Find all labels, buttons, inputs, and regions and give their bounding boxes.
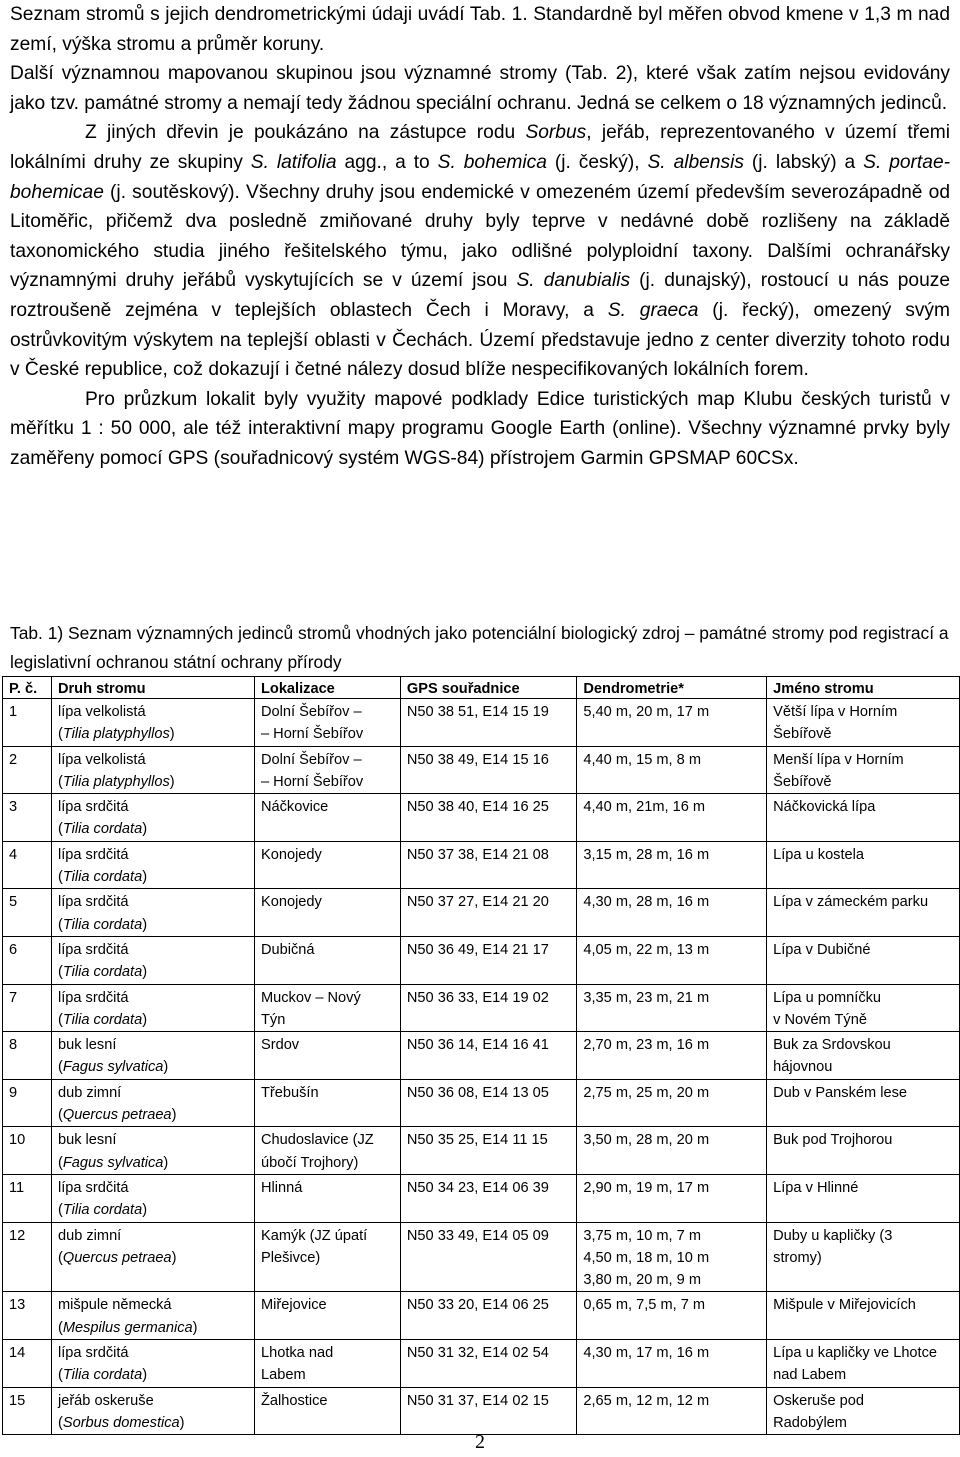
location-line: Náčkovice — [260, 799, 329, 816]
table-row — [3, 841, 960, 889]
species-latin-name: (Tilia cordata) — [57, 1011, 148, 1028]
cell-number: 11 — [3, 1174, 52, 1222]
cell-location — [254, 699, 400, 747]
location-line: Chudoslavice (JZ — [260, 1132, 374, 1149]
cell-tree-name — [767, 1032, 960, 1080]
table-row — [3, 1032, 960, 1080]
cell-gps: N50 35 25, E14 11 15 — [400, 1127, 577, 1175]
species-common-name: dub zimní — [57, 1227, 122, 1244]
cell-location — [254, 1292, 400, 1340]
cell-species — [51, 794, 254, 842]
table-row — [3, 1292, 960, 1340]
dendrometry-line: 2,70 m, 23 m, 16 m — [583, 1037, 710, 1054]
cell-gps: N50 36 49, E14 21 17 — [400, 936, 577, 984]
dendrometry-line: 4,30 m, 28 m, 16 m — [583, 894, 710, 911]
cell-number: 14 — [3, 1340, 52, 1388]
species-common-name: lípa srdčitá — [57, 1345, 129, 1362]
table-row — [3, 984, 960, 1032]
cell-gps: N50 37 38, E14 21 08 — [400, 841, 577, 889]
cell-species — [51, 1387, 254, 1435]
cell-dendrometry — [577, 1174, 767, 1222]
location-line: Týn — [260, 1011, 286, 1028]
paragraph-3: Z jiných dřevin je poukázáno na zástupce rodu Sorbus, jeřáb, reprezentovaného v území třemi lokálními druhy ze skupiny S. latifolia agg., a to S. bohemica (j. český), S. albensis (j. labský) a S. portae-bohemicae (j. soutěskový). Všechny druhy jsou endemické v omezeném území především severozápadně od Litoměřic, přičemž dva posledně zmiňované druhy byly teprve v nedávné době rozlišeny na základě taxonomického studia jiného řešitelského týmu, jako odlišné polyploidní taxony. Dalšími ochranářsky významnými druhy jeřábů vyskytujících se v území jsou S. danubialis (j. dunajský), rostoucí u nás pouze roztroušeně zejména v teplejších oblastech Čech i Moravy, a S. graeca (j. řecký), omezený svým ostrůvkovitým výskytem na teplejší oblasti v Čechách. Území představuje jedno z center diverzity tohoto rodu v České republice, což dokazují i četné nálezy dosud blíže nespecifikovaných lokálních forem. — [10, 122, 951, 381]
cell-gps: N50 36 33, E14 19 02 — [400, 984, 577, 1032]
cell-dendrometry — [577, 746, 767, 794]
table-row — [3, 1222, 960, 1292]
dendrometry-line: 2,90 m, 19 m, 17 m — [583, 1179, 710, 1196]
cell-gps: N50 33 20, E14 06 25 — [400, 1292, 577, 1340]
species-latin-name: (Tilia cordata) — [57, 916, 148, 933]
dendrometry-line: 4,40 m, 15 m, 8 m — [583, 751, 701, 768]
cell-gps: N50 38 51, E14 15 19 — [400, 699, 577, 747]
dendrometry-line: 4,05 m, 22 m, 13 m — [583, 941, 710, 958]
cell-location — [254, 1340, 400, 1388]
location-line: Dolní Šebířov – — [260, 751, 362, 768]
cell-tree-name — [767, 889, 960, 937]
cell-dendrometry — [577, 699, 767, 747]
cell-tree-name — [767, 1079, 960, 1127]
tree-name-line: Buk pod Trojhorou — [773, 1132, 893, 1149]
tree-name-line: hájovnou — [773, 1059, 833, 1076]
table-row — [3, 794, 960, 842]
cell-gps: N50 33 49, E14 05 09 — [400, 1222, 577, 1292]
cell-dendrometry — [577, 841, 767, 889]
species-latin-name: (Tilia cordata) — [57, 1367, 148, 1384]
cell-species — [51, 889, 254, 937]
cell-gps: N50 36 14, E14 16 41 — [400, 1032, 577, 1080]
cell-species — [51, 1079, 254, 1127]
table-row — [3, 699, 960, 747]
dendrometry-line: 5,40 m, 20 m, 17 m — [583, 704, 710, 720]
cell-species — [51, 1340, 254, 1388]
cell-location — [254, 984, 400, 1032]
cell-dendrometry — [577, 1387, 767, 1435]
species-common-name: buk lesní — [57, 1132, 117, 1149]
cell-location — [254, 1127, 400, 1175]
location-line: Hlinná — [260, 1179, 303, 1196]
dendrometry-line: 2,65 m, 12 m, 12 m — [583, 1392, 710, 1409]
cell-species — [51, 1222, 254, 1292]
cell-number: 3 — [3, 794, 52, 842]
cell-gps: N50 31 32, E14 02 54 — [400, 1340, 577, 1388]
cell-tree-name — [767, 699, 960, 747]
header-dendrometry: Dendrometrie* — [577, 677, 767, 699]
tree-name-line: Větší lípa v Horním — [773, 704, 898, 720]
location-line: Srdov — [260, 1037, 300, 1054]
tree-name-line: Dub v Panském lese — [773, 1084, 907, 1101]
table-header-row — [3, 677, 960, 699]
tree-name-line: Lípa v Hlinné — [773, 1179, 859, 1196]
cell-tree-name — [767, 984, 960, 1032]
cell-tree-name — [767, 841, 960, 889]
species-latin-name: (Sorbus domestica) — [57, 1414, 185, 1431]
dendrometry-line: 0,65 m, 7,5 m, 7 m — [583, 1297, 706, 1314]
cell-gps: N50 36 08, E14 13 05 — [400, 1079, 577, 1127]
tree-name-line: Šebířově — [773, 726, 832, 743]
location-line: – Horní Šebířov — [260, 726, 364, 743]
species-latin-name: (Tilia cordata) — [57, 964, 148, 981]
tree-name-line: Lípa u kostela — [773, 846, 865, 863]
cell-number: 13 — [3, 1292, 52, 1340]
dendrometry-line: 3,35 m, 23 m, 21 m — [583, 989, 710, 1006]
cell-species — [51, 841, 254, 889]
species-latin-name: (Quercus petraea) — [57, 1107, 177, 1124]
species-common-name: dub zimní — [57, 1084, 122, 1101]
cell-tree-name — [767, 1387, 960, 1435]
table-row — [3, 1079, 960, 1127]
tree-name-line: v Novém Týně — [773, 1011, 867, 1028]
cell-location — [254, 1387, 400, 1435]
dendrometry-line: 4,30 m, 17 m, 16 m — [583, 1345, 710, 1362]
species-latin-name: (Tilia cordata) — [57, 821, 148, 838]
species-latin-name: (Tilia cordata) — [57, 869, 148, 886]
location-line: Konojedy — [260, 846, 322, 863]
paragraph-1: Seznam stromů s jejich dendrometrickými údaji uvádí Tab. 1. Standardně byl měřen obvod kmene v 1,3 m nad zemí, výška stromu a průměr koruny. — [10, 4, 950, 55]
tree-name-line: Mišpule v Miřejovicích — [773, 1297, 916, 1314]
cell-tree-name — [767, 1127, 960, 1175]
location-line: Třebušín — [260, 1084, 319, 1101]
cell-gps: N50 34 23, E14 06 39 — [400, 1174, 577, 1222]
table-body — [3, 699, 960, 1435]
cell-location — [254, 794, 400, 842]
header-gps: GPS souřadnice — [400, 677, 577, 699]
tree-name-line: Oskeruše pod — [773, 1392, 864, 1409]
species-common-name: mišpule německá — [57, 1297, 172, 1314]
cell-dendrometry — [577, 936, 767, 984]
dendrometry-line: 3,15 m, 28 m, 16 m — [583, 846, 710, 863]
location-line: Labem — [260, 1367, 306, 1384]
cell-species — [51, 1292, 254, 1340]
species-latin-name: (Fagus sylvatica) — [57, 1059, 169, 1076]
cell-number: 12 — [3, 1222, 52, 1292]
species-common-name: lípa srdčitá — [57, 894, 129, 911]
dendrometry-line: 4,40 m, 21m, 16 m — [583, 799, 706, 816]
cell-dendrometry — [577, 889, 767, 937]
cell-species — [51, 746, 254, 794]
cell-dendrometry — [577, 1032, 767, 1080]
species-common-name: lípa srdčitá — [57, 1179, 129, 1196]
cell-number: 1 — [3, 699, 52, 747]
header-location: Lokalizace — [254, 677, 400, 699]
header-species: Druh stromu — [51, 677, 254, 699]
cell-location — [254, 1174, 400, 1222]
cell-location — [254, 841, 400, 889]
table-row — [3, 1387, 960, 1435]
cell-tree-name — [767, 794, 960, 842]
cell-location — [254, 746, 400, 794]
cell-species — [51, 1032, 254, 1080]
cell-number: 6 — [3, 936, 52, 984]
cell-tree-name — [767, 746, 960, 794]
dendrometry-line: 3,75 m, 10 m, 7 m — [583, 1227, 701, 1244]
cell-location — [254, 1032, 400, 1080]
cell-location — [254, 936, 400, 984]
cell-dendrometry — [577, 794, 767, 842]
species-latin-name: (Fagus sylvatica) — [57, 1154, 169, 1171]
location-line: – Horní Šebířov — [260, 773, 364, 790]
species-common-name: lípa srdčitá — [57, 941, 129, 958]
cell-number: 7 — [3, 984, 52, 1032]
cell-gps: N50 38 40, E14 16 25 — [400, 794, 577, 842]
cell-location — [254, 1079, 400, 1127]
cell-species — [51, 1127, 254, 1175]
species-common-name: lípa srdčitá — [57, 989, 129, 1006]
cell-gps: N50 38 49, E14 15 16 — [400, 746, 577, 794]
cell-location — [254, 1222, 400, 1292]
cell-number: 15 — [3, 1387, 52, 1435]
location-line: úbočí Trojhory) — [260, 1154, 359, 1171]
species-common-name: lípa velkolistá — [57, 751, 146, 768]
dendrometry-line: 2,75 m, 25 m, 20 m — [583, 1084, 710, 1101]
table-row — [3, 1127, 960, 1175]
dendrometry-line: 3,50 m, 28 m, 20 m — [583, 1132, 710, 1149]
cell-number: 5 — [3, 889, 52, 937]
cell-number: 10 — [3, 1127, 52, 1175]
table-row — [3, 1174, 960, 1222]
tree-name-line: Lípa v zámeckém parku — [773, 894, 929, 911]
tree-name-line: Lípa u kapličky ve Lhotce — [773, 1345, 938, 1362]
species-common-name: lípa velkolistá — [57, 704, 146, 720]
table-row — [3, 746, 960, 794]
species-latin-name: (Mespilus germanica) — [57, 1319, 198, 1336]
location-line: Konojedy — [260, 894, 322, 911]
cell-number: 9 — [3, 1079, 52, 1127]
species-latin-name: (Quercus petraea) — [57, 1249, 177, 1266]
location-line: Plešivce) — [260, 1249, 321, 1266]
cell-tree-name — [767, 936, 960, 984]
tree-name-line: stromy) — [773, 1249, 822, 1266]
cell-dendrometry — [577, 1222, 767, 1292]
cell-species — [51, 936, 254, 984]
location-line: Muckov – Nový — [260, 989, 361, 1006]
cell-dendrometry — [577, 1340, 767, 1388]
document-body — [10, 0, 950, 474]
tree-name-line: Duby u kapličky (3 — [773, 1227, 893, 1244]
cell-location — [254, 889, 400, 937]
cell-gps: N50 31 37, E14 02 15 — [400, 1387, 577, 1435]
table-row — [3, 1340, 960, 1388]
cell-dendrometry — [577, 1292, 767, 1340]
tree-name-line: Buk za Srdovskou — [773, 1037, 891, 1054]
location-line: Miřejovice — [260, 1297, 327, 1314]
cell-species — [51, 699, 254, 747]
location-line: Kamýk (JZ úpatí — [260, 1227, 368, 1244]
tree-name-line: Lípa v Dubičné — [773, 941, 871, 958]
cell-dendrometry — [577, 1079, 767, 1127]
table-row — [3, 889, 960, 937]
cell-dendrometry — [577, 984, 767, 1032]
species-common-name: jeřáb oskeruše — [57, 1392, 154, 1409]
cell-species — [51, 1174, 254, 1222]
tree-name-line: nad Labem — [773, 1367, 847, 1384]
table-row — [3, 936, 960, 984]
species-common-name: lípa srdčitá — [57, 799, 129, 816]
species-common-name: buk lesní — [57, 1037, 117, 1054]
paragraph-4: Pro průzkum lokalit byly využity mapové podklady Edice turistických map Klubu českých turistů v měřítku 1 : 50 000, ale též interaktivní mapy programu Google Earth (online). Všechny významné prvky byly zaměřeny pomocí GPS (souřadnicový systém WGS-84) přístrojem Garmin GPSMAP 60CSx. — [10, 388, 950, 469]
cell-number: 4 — [3, 841, 52, 889]
location-line: Dubičná — [260, 941, 315, 958]
trees-table — [2, 676, 960, 1435]
page-number: 2 — [475, 1431, 485, 1453]
cell-tree-name — [767, 1292, 960, 1340]
tree-name-line: Menší lípa v Horním — [773, 751, 904, 768]
cell-number: 2 — [3, 746, 52, 794]
cell-number: 8 — [3, 1032, 52, 1080]
cell-gps: N50 37 27, E14 21 20 — [400, 889, 577, 937]
header-tree-name: Jméno stromu — [767, 677, 960, 699]
table-caption: Tab. 1) Seznam významných jedinců stromů vhodných jako potenciální biologický zdroj – památné stromy pod registrací a legislativní ochranou státní ochrany přírody — [10, 623, 949, 672]
species-latin-name: (Tilia platyphyllos) — [57, 726, 175, 743]
tree-name-line: Radobýlem — [773, 1414, 847, 1431]
location-line: Lhotka nad — [260, 1345, 334, 1362]
location-line: Žalhostice — [260, 1392, 328, 1409]
dendrometry-line: 4,50 m, 18 m, 10 m — [583, 1249, 710, 1266]
tree-name-line: Náčkovická lípa — [773, 799, 876, 816]
tree-name-line: Šebířově — [773, 773, 832, 790]
cell-tree-name — [767, 1222, 960, 1292]
cell-tree-name — [767, 1340, 960, 1388]
species-latin-name: (Tilia platyphyllos) — [57, 773, 175, 790]
location-line: Dolní Šebířov – — [260, 704, 362, 720]
tree-name-line: Lípa u pomníčku — [773, 989, 882, 1006]
cell-tree-name — [767, 1174, 960, 1222]
paragraph-2: Další významnou mapovanou skupinou jsou významné stromy (Tab. 2), které však zatím nejsou evidovány jako tzv. památné stromy a nemají tedy žádnou speciální ochranu. Jedná se celkem o 18 významných jedinců. — [10, 63, 950, 114]
cell-dendrometry — [577, 1127, 767, 1175]
cell-species — [51, 984, 254, 1032]
dendrometry-line: 3,80 m, 20 m, 9 m — [583, 1272, 701, 1289]
species-common-name: lípa srdčitá — [57, 846, 129, 863]
species-latin-name: (Tilia cordata) — [57, 1202, 148, 1219]
header-number: P. č. — [3, 677, 52, 699]
